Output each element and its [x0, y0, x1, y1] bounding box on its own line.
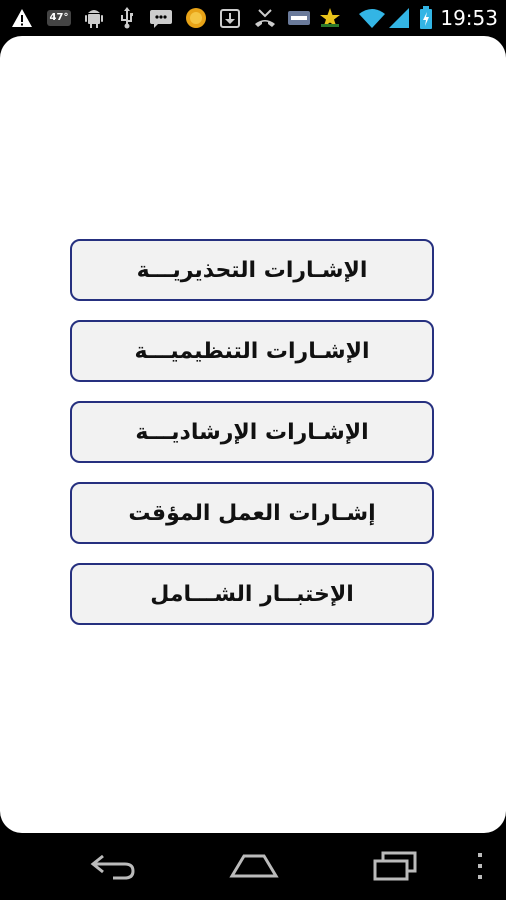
- back-icon[interactable]: [88, 849, 138, 883]
- signal-icon: [388, 7, 410, 29]
- temperature-icon: [44, 7, 74, 29]
- status-bar: [0, 0, 506, 36]
- messenger-icon: [148, 7, 174, 29]
- overflow-menu-icon[interactable]: [470, 849, 490, 883]
- status-time: 19:53: [440, 6, 498, 30]
- regulatory-signs-button[interactable]: الإشـارات التنظيميـــة: [70, 320, 434, 382]
- android-icon: [82, 7, 106, 29]
- app-badge-icon: [286, 7, 312, 29]
- guidance-signs-button[interactable]: الإشـارات الإرشاديـــة: [70, 401, 434, 463]
- recent-apps-icon[interactable]: [370, 849, 420, 883]
- app-content: [0, 36, 506, 833]
- usb-icon: [116, 7, 138, 29]
- comprehensive-test-button[interactable]: الإختبــار الشـــامل: [70, 563, 434, 625]
- wifi-icon: [358, 7, 386, 29]
- navigation-bar: [0, 833, 506, 900]
- missed-call-icon: [252, 7, 278, 29]
- battery-icon: [418, 7, 434, 29]
- warning-signs-button[interactable]: الإشـارات التحذيريـــة: [70, 239, 434, 301]
- coin-icon: [183, 7, 209, 29]
- download-icon: [218, 7, 242, 29]
- temperature-value: 47°: [47, 10, 72, 26]
- home-icon[interactable]: [227, 849, 281, 883]
- main-menu: [70, 239, 436, 644]
- work-zone-signs-button[interactable]: إشـارات العمل المؤقت: [70, 482, 434, 544]
- warning-icon: [10, 7, 34, 29]
- star-icon: [318, 7, 342, 29]
